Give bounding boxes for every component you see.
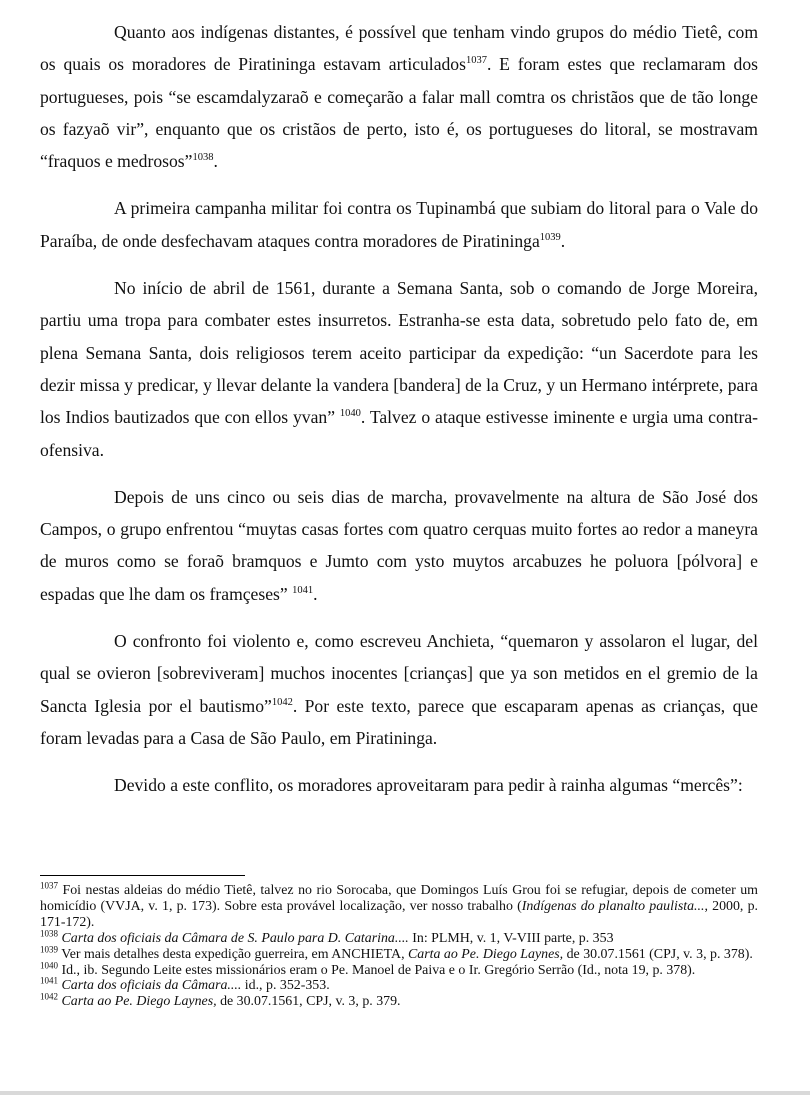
footnote <box>40 944 758 963</box>
text-run: Devido a este conflito, os moradores aproveitaram para pedir à rainha algumas “mercês”: <box>114 775 743 796</box>
body-paragraph <box>40 769 758 801</box>
text-run: de 30.07.1561, CPJ, v. 3, p. 379. <box>216 994 401 1010</box>
body-paragraph <box>40 16 758 177</box>
note-reference: 1039 <box>539 231 561 243</box>
text-run: A primeira campanha militar foi contra os Tupinambá que subiam do litoral para o Vale do Paraíba, de onde desfechavam ataques contra moradores de Piratininga <box>40 198 758 251</box>
note-reference: 1042 <box>40 991 58 1002</box>
footnote <box>40 975 758 994</box>
note-reference: 1041 <box>292 584 314 596</box>
italic-title: Carta ao Pe. Diego Laynes, <box>61 994 217 1010</box>
note-reference: 1038 <box>192 152 214 164</box>
text-run: Foi nestas aldeias do médio Tietê, talvez no rio Sorocaba, que Domingos Luís Grou foi se refugiar, depois de cometer um homicídio (VVJA, v. 1, p. 173). Sobre esta provável localização, ver nosso trabalho ( <box>40 883 758 914</box>
text-run: Ver mais detalhes desta expedição guerreira, em ANCHIETA, <box>58 946 409 962</box>
footnote <box>40 880 758 931</box>
page-bottom-edge <box>0 1091 810 1095</box>
note-reference: 1041 <box>40 975 58 986</box>
text-run: . <box>313 583 318 604</box>
text-run: Id., ib. Segundo Leite estes missionários eram o Pe. Manoel de Paiva e o Ir. Gregório Serrão (Id., nota 19, p. 378). <box>58 962 696 978</box>
body-paragraph <box>40 481 758 610</box>
note-reference: 1037 <box>465 55 487 67</box>
text-run: Depois de uns cinco ou seis dias de marcha, provavelmente na altura de São José dos Campos, o grupo enfrentou “muytas casas fortes com quatro cerquas muito fortes ao redor a maneyra de muros como se foraõ bramquos e Jumto com ysto muytos arcabuzes he poluora [pólvora] e espadas que lhe dam os framçeses” <box>40 486 758 604</box>
body-paragraph <box>40 625 758 754</box>
text-run: In: PLMH, v. 1, V-VIII parte, p. 353 <box>408 930 614 946</box>
note-reference: 1039 <box>40 944 58 954</box>
body-paragraph <box>40 272 758 466</box>
text-run: id., p. 352-353. <box>241 978 330 994</box>
footnote <box>40 959 758 979</box>
text-run: , 2000, p. 171-172). <box>40 898 758 930</box>
italic-title: Carta dos oficiais da Câmara de S. Paulo para D. Catarina.... <box>61 930 409 946</box>
italic-title: Carta dos oficiais da Câmara.... <box>61 978 242 994</box>
note-reference: 1038 <box>40 928 58 939</box>
note-reference: 1037 <box>40 880 58 891</box>
italic-title: Indígenas do planalto paulista... <box>521 898 705 914</box>
footnote-separator <box>40 875 245 876</box>
body-paragraph <box>40 192 758 257</box>
text-run: . Por este texto, parece que escaparam apenas as crianças, que foram levadas para a Casa de São Paulo, em Piratininga. <box>40 695 758 748</box>
text-run: . <box>560 230 566 251</box>
text-run: O confronto foi violento e, como escreveu Anchieta, “quemaron y assolaron el lugar, del qual se ovieron [sobreviveram] muchos inocentes [crianças] que ya son metidos en el gremio de la Sancta Iglesia por el bautismo” <box>40 631 758 716</box>
text-run: . Talvez o ataque estivesse iminente e urgia uma contra-ofensiva. <box>40 407 758 460</box>
text-run: . <box>213 151 218 172</box>
note-reference: 1040 <box>339 408 361 420</box>
note-reference: 1042 <box>271 696 293 708</box>
footnotes <box>40 880 758 1010</box>
text-run: No início de abril de 1561, durante a Semana Santa, sob o comando de Jorge Moreira, partiu uma tropa para combater estes insurretos. Estranha-se esta data, sobretudo pelo fato de, em plena Semana Santa, dois religiosos terem aceito participar da expedição: “un Sacerdote para les dezir missa y predicar, y llevar delante la vandera [bandera] de la Cruz, y un Hermano intérprete, para los Indios bautizados que con ellos yvan” <box>40 278 758 428</box>
note-reference: 1040 <box>40 959 58 970</box>
text-run: Quanto aos indígenas distantes, é possível que tenham vindo grupos do médio Tietê, com os quais os moradores de Piratininga estavam articulados <box>40 22 758 75</box>
text-run: de 30.07.1561 (CPJ, v. 3, p. 378). <box>563 946 753 962</box>
body-text <box>40 16 758 817</box>
text-run: . E foram estes que reclamaram dos portugueses, pois “se escamdalyzaraõ e começarão a falar mall comtra os christãos que de tão longe os fazyaõ vir”, enquanto que os cristãos de perto, isto é, os portugueses do litoral, se mostravam “fraquos e medrosos” <box>40 54 758 172</box>
footnote <box>40 991 758 1010</box>
footnote <box>40 928 758 947</box>
italic-title: Carta ao Pe. Diego Laynes, <box>408 946 564 962</box>
